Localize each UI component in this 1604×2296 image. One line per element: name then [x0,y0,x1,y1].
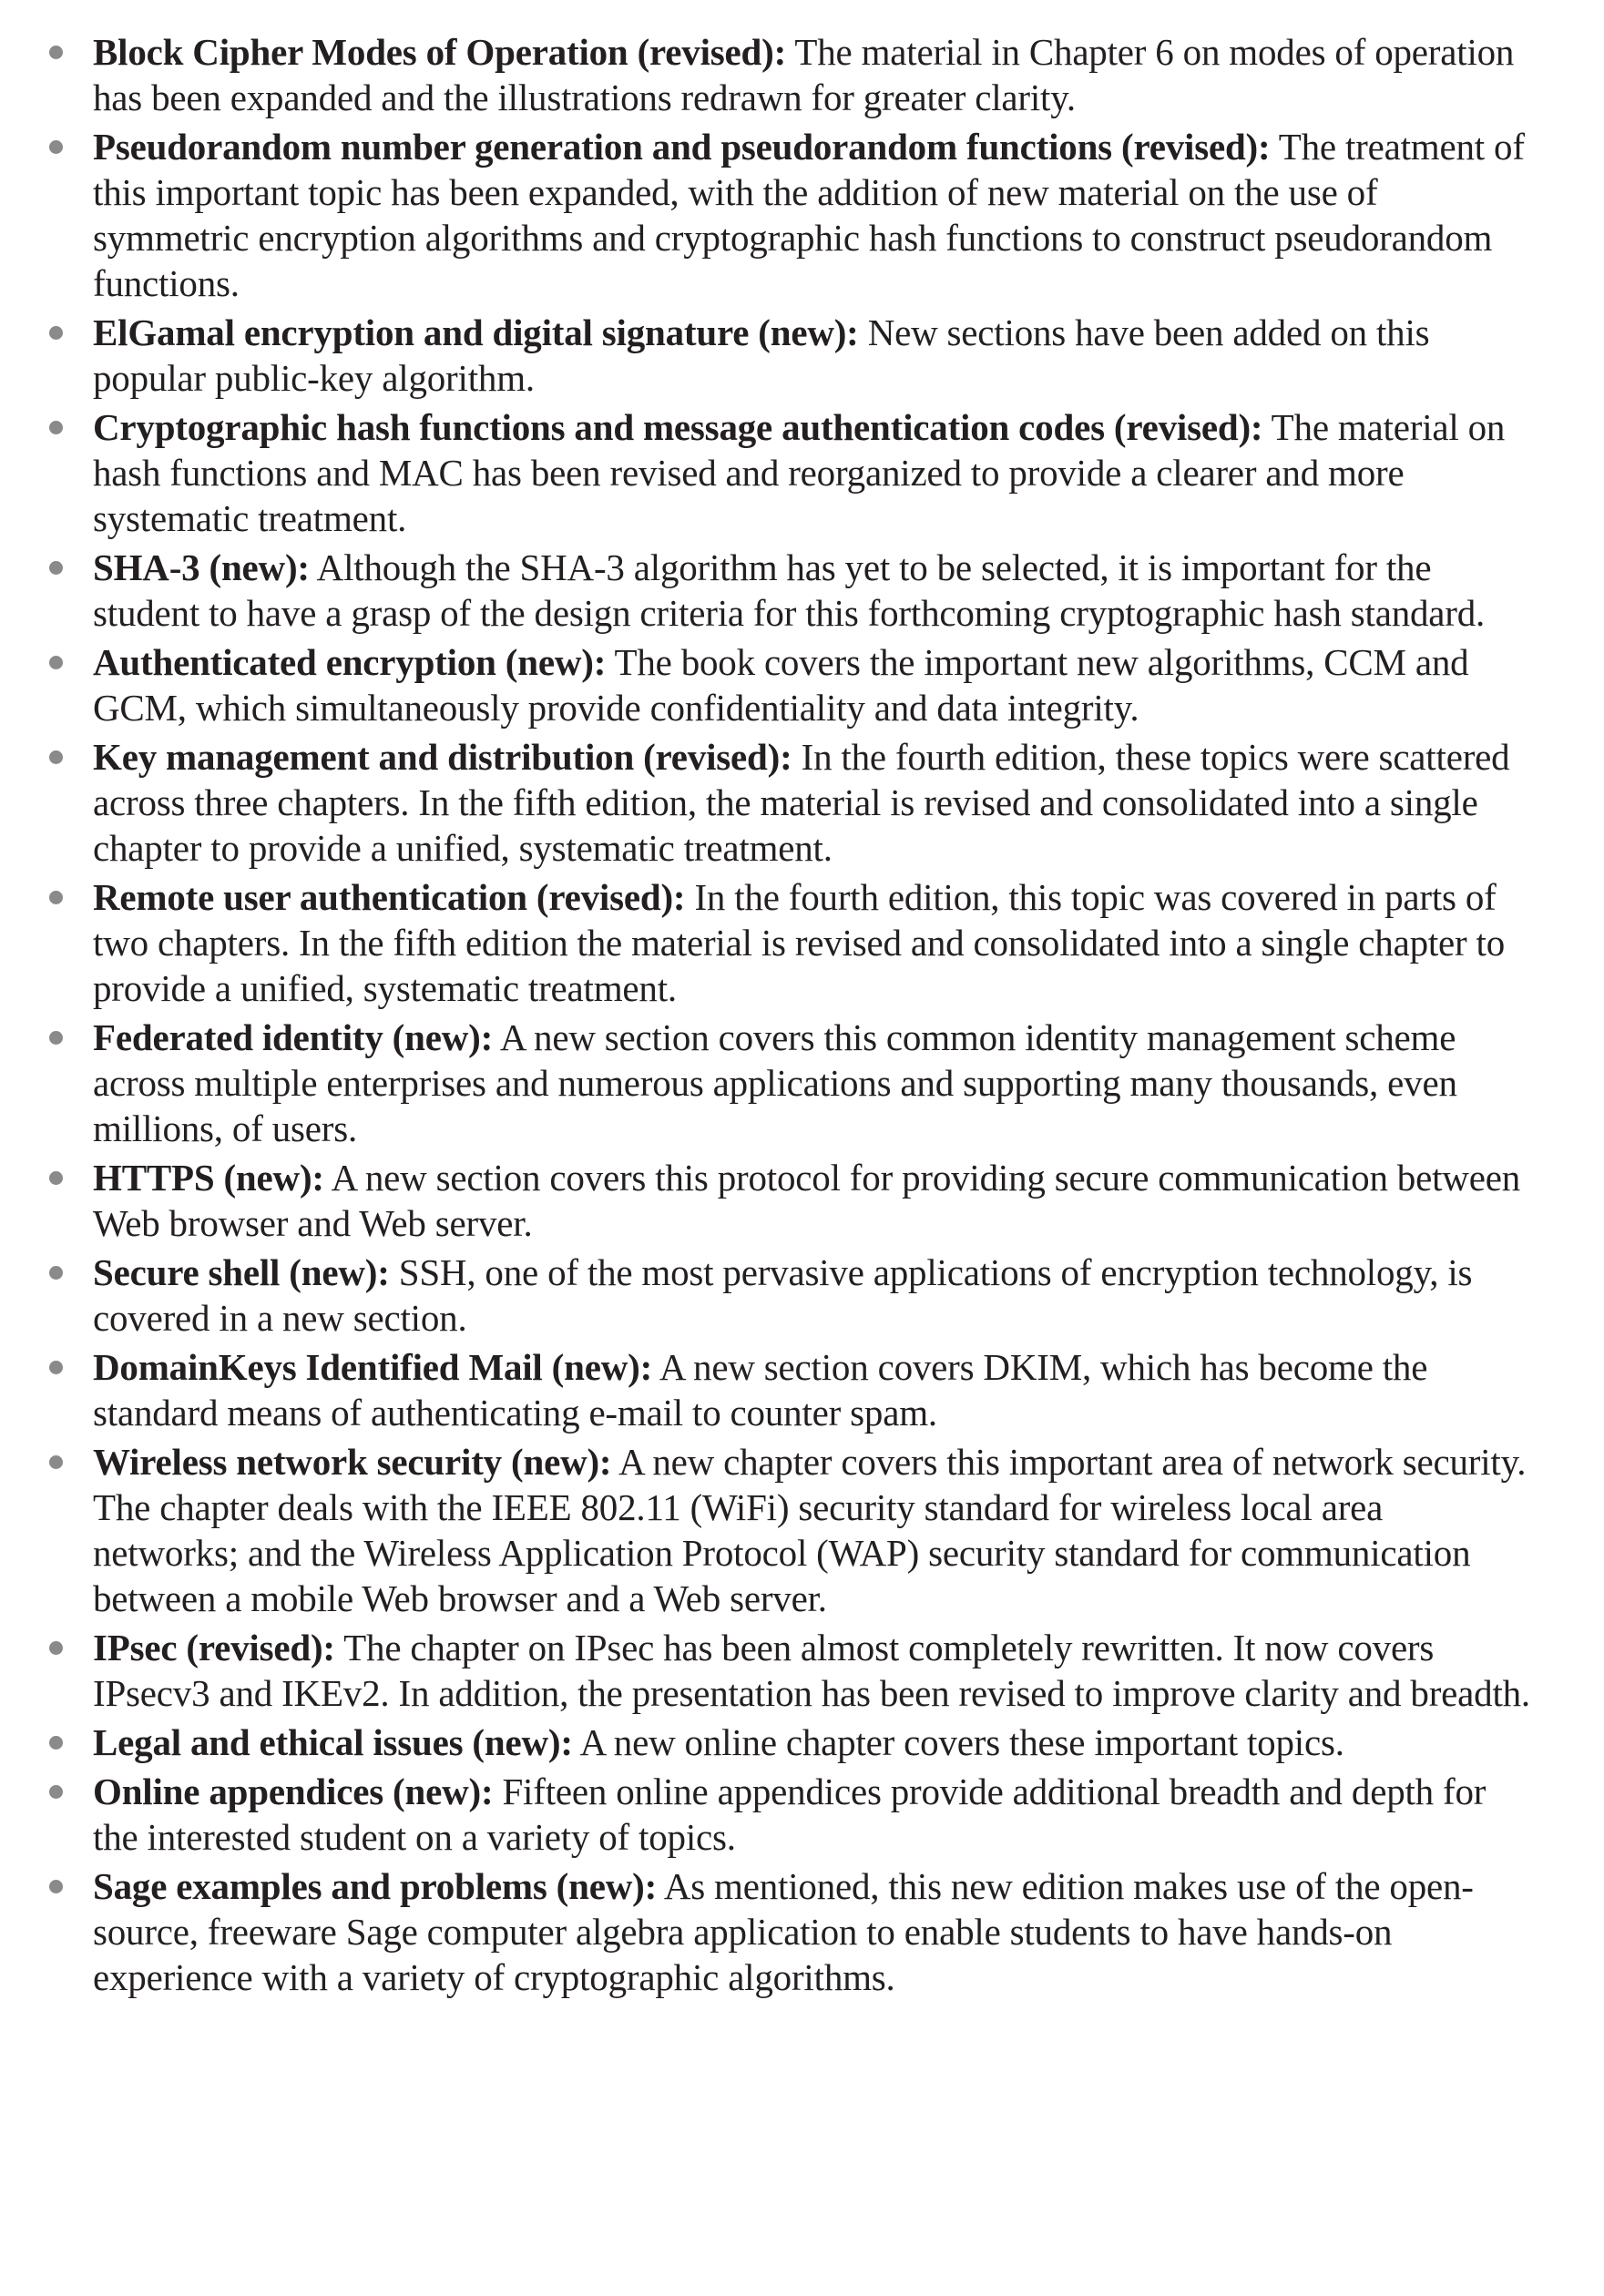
item-term: IPsec (revised): [93,1627,335,1668]
list-item [0,124,1531,306]
item-term: Remote user authentication (revised): [93,876,686,918]
list-item [0,1769,1531,1860]
bullet-icon [49,1641,63,1655]
bullet-icon [49,1736,63,1750]
item-text: The chapter on IPsec has been almost completely rewritten. It now covers IPsecv3 and IKEv2. In addition, the presentation has been revised to improve clarity and breadth. [93,1627,1530,1714]
bullet-icon [49,561,63,575]
list-item [0,545,1531,636]
bullet-icon [49,656,63,669]
item-text: A new section covers this common identity management scheme across multiple enterprises and numerous applications and supporting many thousands, even millions, of users. [93,1016,1457,1149]
bullet-icon [49,1880,63,1893]
item-term: Legal and ethical issues (new): [93,1721,573,1763]
list-item [0,1863,1531,2000]
item-term: SHA-3 (new): [93,546,310,588]
new-features-list [0,29,1531,2000]
item-text: SSH, one of the most pervasive applications of encryption technology, is covered in a new section. [93,1251,1473,1339]
item-term: Authenticated encryption (new): [93,641,607,683]
bullet-icon [49,1785,63,1799]
list-item [0,1719,1531,1765]
bullet-icon [49,1266,63,1280]
bullet-icon [49,1171,63,1185]
list-item [0,1155,1531,1246]
list-item [0,29,1531,120]
bullet-icon [49,421,63,434]
list-item [0,1250,1531,1341]
item-term: Wireless network security (new): [93,1441,612,1483]
item-text: In the fourth edition, these topics were scattered across three chapters. In the fifth edition, the material is revised and consolidated into a single chapter to provide a unified, systematic treatment. [93,736,1510,869]
bullet-icon [49,891,63,904]
list-item [0,734,1531,871]
list-item [0,1015,1531,1151]
list-item [0,1439,1531,1621]
list-item [0,310,1531,401]
item-term: Block Cipher Modes of Operation (revised): [93,31,787,73]
item-text: A new chapter covers this important area of network security. The chapter deals with the IEEE 802.11 (WiFi) security standard for wireless local area networks; and the Wireless Application Protocol (WAP) security standard for communication between a mobile Web browser and a Web server. [93,1441,1527,1619]
item-term: Key management and distribution (revised): [93,736,792,778]
item-term: Online appendices (new): [93,1770,494,1812]
item-text: The material on hash functions and MAC has been revised and reorganized to provide a clearer and more systematic treatment. [93,406,1506,539]
list-item [0,1625,1531,1716]
item-text: A new section covers DKIM, which has become the standard means of authenticating e-mail to counter spam. [93,1346,1428,1434]
list-item [0,404,1531,541]
item-text: The treatment of this important topic has been expanded, with the addition of new material on the use of symmetric encryption algorithms and cryptographic hash functions to construct pseudorandom functions. [93,126,1525,304]
bullet-icon [49,1361,63,1374]
item-term: ElGamal encryption and digital signature (new): [93,311,859,353]
item-term: Federated identity (new): [93,1016,494,1058]
item-text: A new section covers this protocol for providing secure communication between Web browser and Web server. [93,1157,1520,1244]
item-term: Cryptographic hash functions and message authentication codes (revised): [93,406,1263,448]
bullet-icon [49,140,63,154]
item-term: HTTPS (new): [93,1157,324,1199]
bullet-icon [49,1455,63,1469]
item-term: Sage examples and problems (new): [93,1865,658,1907]
item-text: A new online chapter covers these important topics. [572,1721,1344,1763]
item-term: Secure shell (new): [93,1251,390,1293]
bullet-icon [49,1031,63,1045]
list-item [0,1344,1531,1435]
item-text: As mentioned, this new edition makes use of the open-source, freeware Sage computer algebra application to enable students to have hands-on experience with a variety of cryptographic algorithms. [93,1865,1474,1998]
bullet-icon [49,46,63,59]
bullet-icon [49,750,63,764]
list-item [0,639,1531,730]
item-text: Although the SHA-3 algorithm has yet to be selected, it is important for the student to have a grasp of the design criteria for this forthcoming cryptographic hash standard. [93,546,1486,634]
item-text: The book covers the important new algorithms, CCM and GCM, which simultaneously provide confidentiality and data integrity. [93,641,1469,729]
item-text: New sections have been added on this popular public-key algorithm. [93,311,1430,399]
item-term: DomainKeys Identified Mail (new): [93,1346,653,1388]
item-text: The material in Chapter 6 on modes of operation has been expanded and the illustrations redrawn for greater clarity. [93,31,1515,118]
list-item [0,874,1531,1011]
item-text: Fifteen online appendices provide additional breadth and depth for the interested student on a variety of topics. [93,1770,1487,1858]
item-text: In the fourth edition, this topic was covered in parts of two chapters. In the fifth edition the material is revised and consolidated into a single chapter to provide a unified, systematic treatment. [93,876,1506,1009]
item-term: Pseudorandom number generation and pseudorandom functions (revised): [93,126,1271,168]
bullet-icon [49,326,63,340]
